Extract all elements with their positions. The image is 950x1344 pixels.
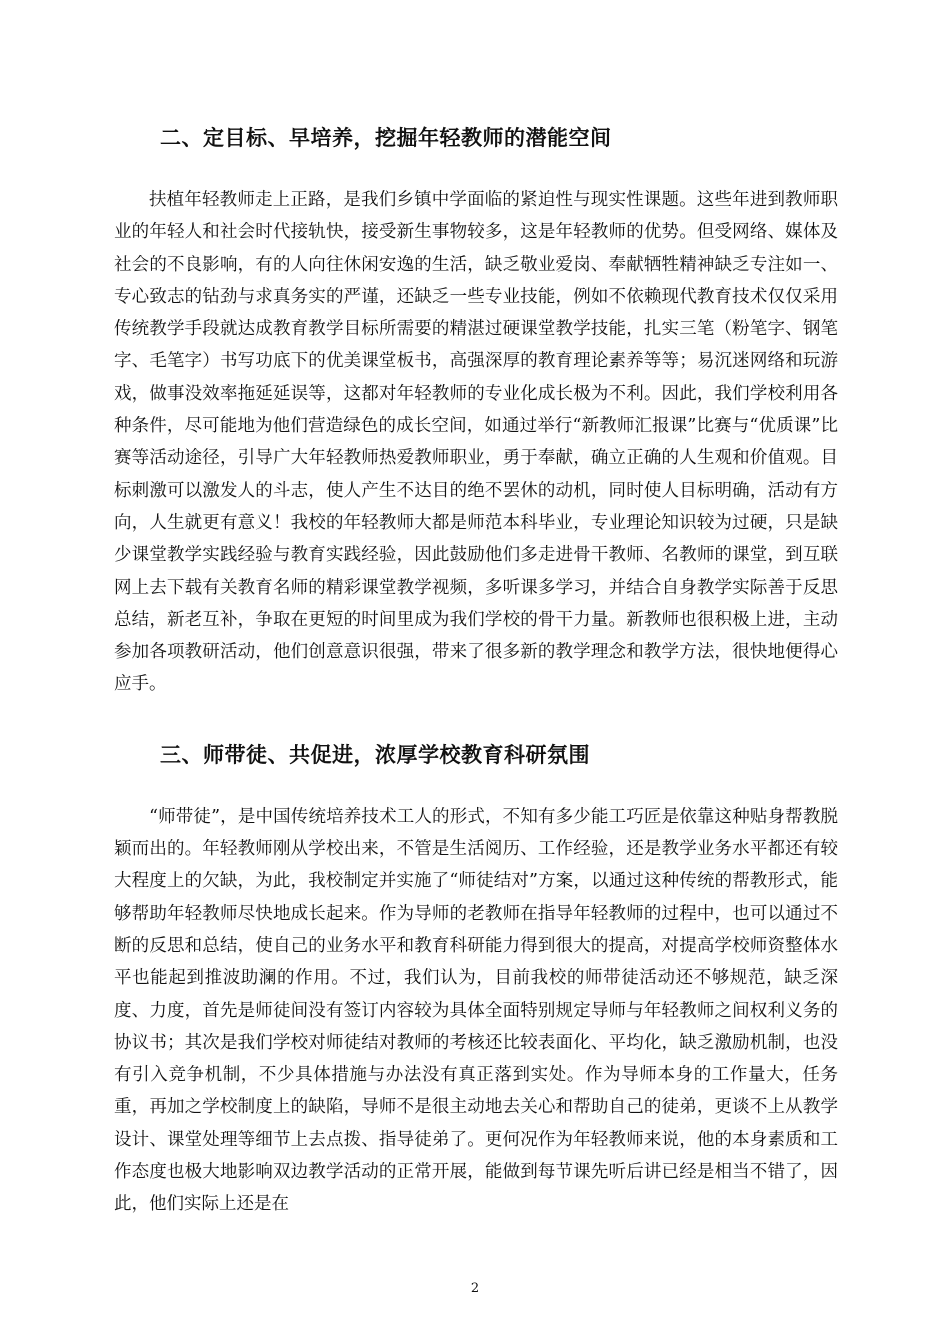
section-3-paragraph: “师带徒”，是中国传统培养技术工人的形式，不知有多少能工巧匠是依靠这种贴身帮教脱颖而出的。年轻教师刚从学校出来，不管是生活阅历、工作经验，还是教学业务水平都还有较大程度上的欠缺，为此，我校制定并实施了“师徒结对”方案，以通过这种传统的帮教形式，能够帮助年轻教师尽快地成长起来。作为导师的老教师在指导年轻教师的过程中，也可以通过不断的反思和总结，使自己的业务水平和教育科研能力得到很大的提高，对提高学校师资整体水平也能起到推波助澜的作用。不过，我们认为，目前我校的师带徒活动还不够规范，缺乏深度、力度，首先是师徒间没有签订内容较为具体全面特别规定导师与年轻教师之间权利义务的协议书；其次是我们学校对师徒结对教师的考核还比较表面化、平均化，缺乏激励机制，也没有引入竞争机制，不少具体措施与办法没有真正落到实处。作为导师本身的工作量大，任务重，再加之学校制度上的缺陷，导师不是很主动地去关心和帮助自己的徒弟，更谈不上从教学设计、课堂处理等细节上去点拨、指导徒弟了。更何况作为年轻教师来说，他的本身素质和工作态度也极大地影响双边教学活动的正常开展，能做到每节课先听后讲已经是相当不错了，因此，他们实际上还是在 [114,806,838,1215]
page-content [114,118,838,1221]
page-number: 2 [470,1281,480,1296]
section-heading-2: 二、定目标、早培养，挖掘年轻教师的潜能空间 [160,125,612,150]
section-2-paragraph: 扶植年轻教师走上正路，是我们乡镇中学面临的紧迫性与现实性课题。这些年进到教师职业的年轻人和社会时代接轨快，接受新生事物较多，这是年轻教师的优势。但受网络、媒体及社会的不良影响，有的人向往休闲安逸的生活，缺乏敬业爱岗、奉献牺牲精神缺乏专注如一、专心致志的钻劲与求真务实的严谨，还缺乏一些专业技能，例如不依赖现代教育技术仅仅采用传统教学手段就达成教育教学目标所需要的精湛过硬课堂教学技能，扎实三笔（粉笔字、钢笔字、毛笔字）书写功底下的优美课堂板书，高强深厚的教育理论素养等等；易沉迷网络和玩游戏，做事没效率拖延延误等，这都对年轻教师的专业化成长极为不利。因此，我们学校利用各种条件，尽可能地为他们营造绿色的成长空间，如通过举行“新教师汇报课”比赛与“优质课”比赛等活动途径，引导广大年轻教师热爱教师职业，勇于奉献，确立正确的人生观和价值观。目标刺激可以激发人的斗志，使人产生不达目的绝不罢休的动机，同时使人目标明确，活动有方向，人生就更有意义！我校的年轻教师大都是师范本科毕业，专业理论知识较为过硬，只是缺少课堂教学实践经验与教育实践经验，因此鼓励他们多走进骨干教师、名教师的课堂，到互联网上去下载有关教育名师的精彩课堂教学视频，多听课多学习，并结合自身教学实际善于反思总结，新老互补，争取在更短的时间里成为我们学校的骨干力量。新教师也很积极上进，主动参加各项教研活动，他们创意意识很强，带来了很多新的教学理念和教学方法，很快地便得心应手。 [114,190,838,695]
section-heading-3: 三、师带徒、共促进，浓厚学校教育科研氛围 [160,741,590,767]
